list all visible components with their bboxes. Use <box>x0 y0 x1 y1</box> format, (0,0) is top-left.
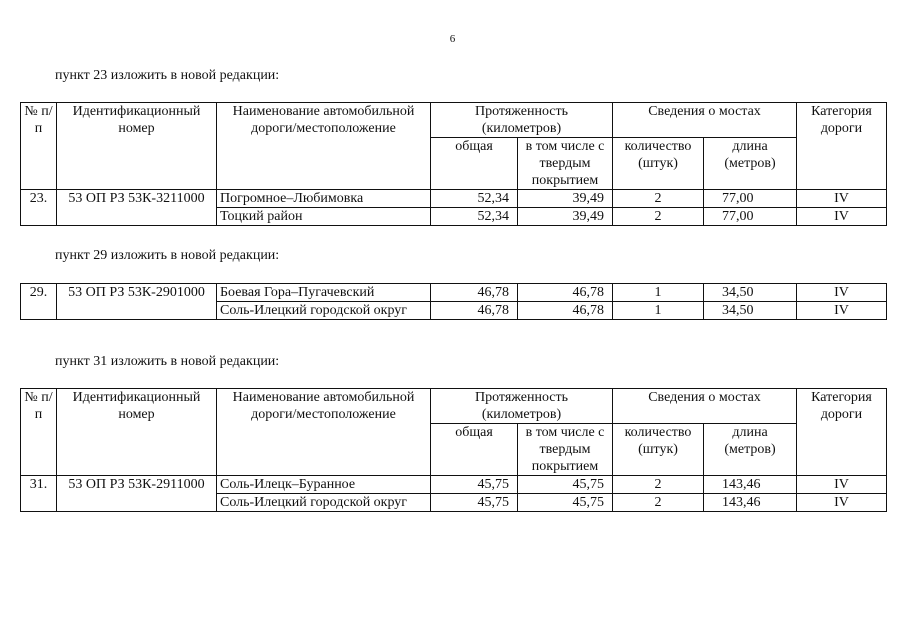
cell-bridges-length: 143,46 <box>704 476 797 494</box>
cell-bridges-count: 2 <box>613 208 704 226</box>
cell-category: IV <box>797 494 887 512</box>
cell-bridges-count: 2 <box>613 190 704 208</box>
cell-name: Тоцкий район <box>217 208 431 226</box>
cell-bridges-length: 143,46 <box>704 494 797 512</box>
cell-category: IV <box>797 284 887 302</box>
cell-category: IV <box>797 190 887 208</box>
cell-bridges-count: 2 <box>613 494 704 512</box>
col-header-id: Идентификационный номер <box>57 389 217 476</box>
cell-bridges-length: 34,50 <box>704 302 797 320</box>
cell-name: Соль-Илецк–Буранное <box>217 476 431 494</box>
table-row <box>21 476 887 494</box>
cell-bridges-count: 2 <box>613 476 704 494</box>
instruction-29: пункт 29 изложить в новой редакции: <box>55 248 280 263</box>
cell-category: IV <box>797 208 887 226</box>
cell-bridges-count: 1 <box>613 302 704 320</box>
instruction-31: пункт 31 изложить в новой редакции: <box>55 354 280 369</box>
col-header-category: Категория дороги <box>797 389 887 476</box>
col-header-bridges-length: длина (метров) <box>704 138 797 190</box>
cell-name: Соль-Илецкий городской округ <box>217 494 431 512</box>
cell-length-paved: 45,75 <box>518 476 613 494</box>
cell-length-total: 52,34 <box>431 208 518 226</box>
cell-length-paved: 39,49 <box>518 208 613 226</box>
col-header-bridges-count: количество (штук) <box>613 138 704 190</box>
col-header-name: Наименование автомобильной дороги/местоположение <box>217 389 431 476</box>
cell-no: 29. <box>21 284 57 320</box>
col-header-bridges: Сведения о мостах <box>613 389 797 424</box>
cell-bridges-length: 77,00 <box>704 190 797 208</box>
cell-no: 31. <box>21 476 57 512</box>
cell-length-paved: 46,78 <box>518 284 613 302</box>
col-header-category: Категория дороги <box>797 103 887 190</box>
col-header-bridges-count: количество (штук) <box>613 424 704 476</box>
cell-category: IV <box>797 302 887 320</box>
cell-length-total: 52,34 <box>431 190 518 208</box>
header-row <box>21 389 887 424</box>
cell-bridges-count: 1 <box>613 284 704 302</box>
cell-id: 53 ОП РЗ 53К-2911000 <box>57 476 217 512</box>
cell-id: 53 ОП РЗ 53К-2901000 <box>57 284 217 320</box>
table-row <box>21 284 887 302</box>
cell-bridges-length: 77,00 <box>704 208 797 226</box>
cell-length-total: 45,75 <box>431 476 518 494</box>
col-header-length-paved: в том числе с твердым покрытием <box>518 424 613 476</box>
col-header-length-total: общая <box>431 424 518 476</box>
cell-length-paved: 46,78 <box>518 302 613 320</box>
col-header-bridges-length: длина (метров) <box>704 424 797 476</box>
cell-bridges-length: 34,50 <box>704 284 797 302</box>
cell-name: Боевая Гора–Пугачевский <box>217 284 431 302</box>
col-header-length: Протяженность (километров) <box>431 389 613 424</box>
col-header-no: № п/п <box>21 103 57 190</box>
cell-name: Погромное–Любимовка <box>217 190 431 208</box>
col-header-no: № п/п <box>21 389 57 476</box>
cell-no: 23. <box>21 190 57 226</box>
cell-name: Соль-Илецкий городской округ <box>217 302 431 320</box>
cell-category: IV <box>797 476 887 494</box>
table-item-23 <box>20 102 887 226</box>
cell-id: 53 ОП РЗ 53К-3211000 <box>57 190 217 226</box>
instruction-23: пункт 23 изложить в новой редакции: <box>55 68 280 83</box>
header-row <box>21 103 887 138</box>
cell-length-total: 46,78 <box>431 302 518 320</box>
cell-length-paved: 45,75 <box>518 494 613 512</box>
table-row <box>21 190 887 208</box>
col-header-id: Идентификационный номер <box>57 103 217 190</box>
col-header-length-paved: в том числе с твердым покрытием <box>518 138 613 190</box>
cell-length-total: 45,75 <box>431 494 518 512</box>
cell-length-paved: 39,49 <box>518 190 613 208</box>
col-header-length-total: общая <box>431 138 518 190</box>
table-item-29 <box>20 283 887 320</box>
col-header-name: Наименование автомобильной дороги/местоположение <box>217 103 431 190</box>
col-header-length: Протяженность (километров) <box>431 103 613 138</box>
cell-length-total: 46,78 <box>431 284 518 302</box>
table-item-31 <box>20 388 887 512</box>
page-number: 6 <box>449 33 456 45</box>
col-header-bridges: Сведения о мостах <box>613 103 797 138</box>
